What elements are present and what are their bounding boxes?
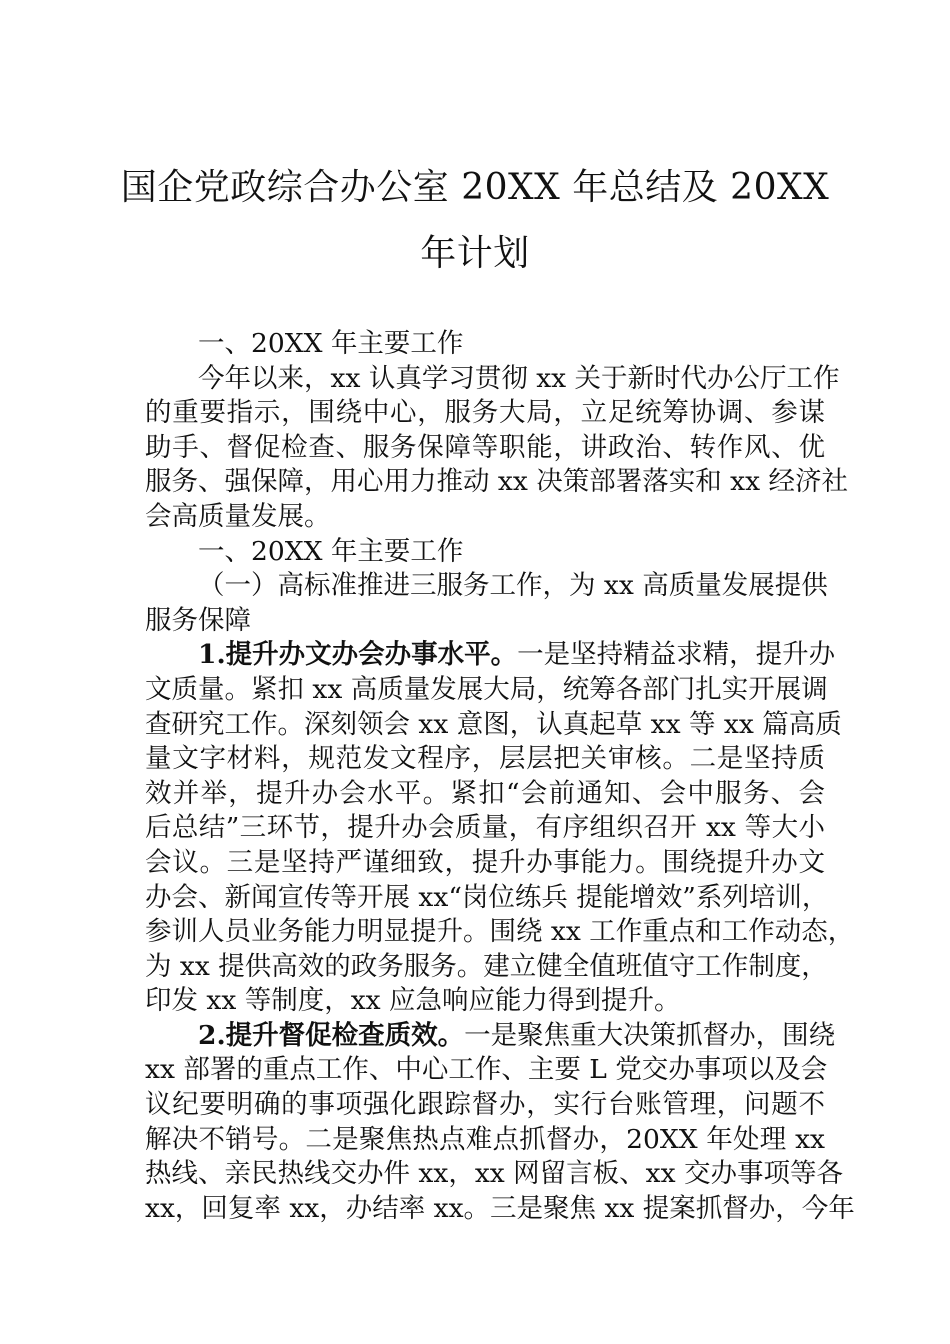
item-1-first-line [145, 638, 836, 673]
paragraph-line: 量文字材料，规范发文程序，层层把关审核。二是坚持质 [145, 743, 825, 775]
document-body [145, 327, 855, 1226]
document-title-line-2: 年计划 [420, 233, 530, 274]
subheading-line: （一）高标准推进三服务工作，为 xx 高质量发展提供 [198, 570, 828, 602]
paragraph-line: 效并举，提升办会水平。紧扣“会前通知、会中服务、会 [145, 777, 825, 809]
paragraph-line: 会议。三是坚持严谨细致，提升办事能力。围绕提升办文 [145, 846, 825, 878]
item-2-first-line [145, 1019, 836, 1054]
paragraph-line: 后总结”三环节，提升办会质量，有序组织召开 xx 等大小 [145, 812, 825, 844]
paragraph-line: 会高质量发展。 [145, 500, 331, 532]
paragraph-line: 的重要指示，围绕中心，服务大局，立足统筹协调、参谋 [145, 397, 825, 429]
item-2-first-line-text: 一是聚焦重大决策抓督办，围绕 [464, 1019, 836, 1051]
paragraph-line: 查研究工作。深刻领会 xx 意图，认真起草 xx 等 xx 篇高质 [145, 708, 842, 740]
paragraph-line: xx 部署的重点工作、中心工作、主要 L 党交办事项以及会 [145, 1054, 828, 1086]
section-heading: 一、20XX 年主要工作 [198, 535, 464, 567]
section-heading: 一、20XX 年主要工作 [198, 328, 464, 359]
paragraph-line: 助手、督促检查、服务保障等职能，讲政治、转作风、优 [145, 431, 825, 463]
document-title-line-1: 国企党政综合办公室 20XX 年总结及 20XX [120, 167, 830, 208]
paragraph-line: 议纪要明确的事项强化跟踪督办，实行台账管理，问题不 [145, 1089, 825, 1121]
paragraph-line: 印发 xx 等制度，xx 应急响应能力得到提升。 [145, 985, 681, 1017]
paragraph-line: 文质量。紧扣 xx 高质量发展大局，统筹各部门扎实开展调 [145, 673, 828, 705]
item-2-bold-lead: 2.提升督促检查质效。 [198, 1019, 465, 1051]
paragraph-line: 服务、强保障，用心用力推动 xx 决策部署落实和 xx 经济社 [145, 466, 848, 498]
item-1-bold-lead: 1.提升办文办会办事水平。 [198, 639, 518, 671]
item-1-first-line-text: 一是坚持精益求精，提升办 [517, 639, 836, 671]
subheading-line: 服务保障 [145, 604, 251, 636]
paragraph-line: 为 xx 提供高效的政务服务。建立健全值班值守工作制度， [145, 950, 828, 982]
paragraph-line: 今年以来，xx 认真学习贯彻 xx 关于新时代办公厅工作 [198, 362, 840, 394]
paragraph-line: xx，回复率 xx，办结率 xx。三是聚焦 xx 提案抓督办，今年 [145, 1192, 855, 1224]
paragraph-line: 参训人员业务能力明显提升。围绕 xx 工作重点和工作动态， [145, 916, 855, 948]
paragraph-line: 办会、新闻宣传等开展 xx“岗位练兵 提能增效”系列培训， [145, 881, 829, 913]
paragraph-line: 解决不销号。二是聚焦热点难点抓督办，20XX 年处理 xx [145, 1123, 825, 1155]
paragraph-line: 热线、亲民热线交办件 xx，xx 网留言板、xx 交办事项等各 [145, 1158, 843, 1190]
